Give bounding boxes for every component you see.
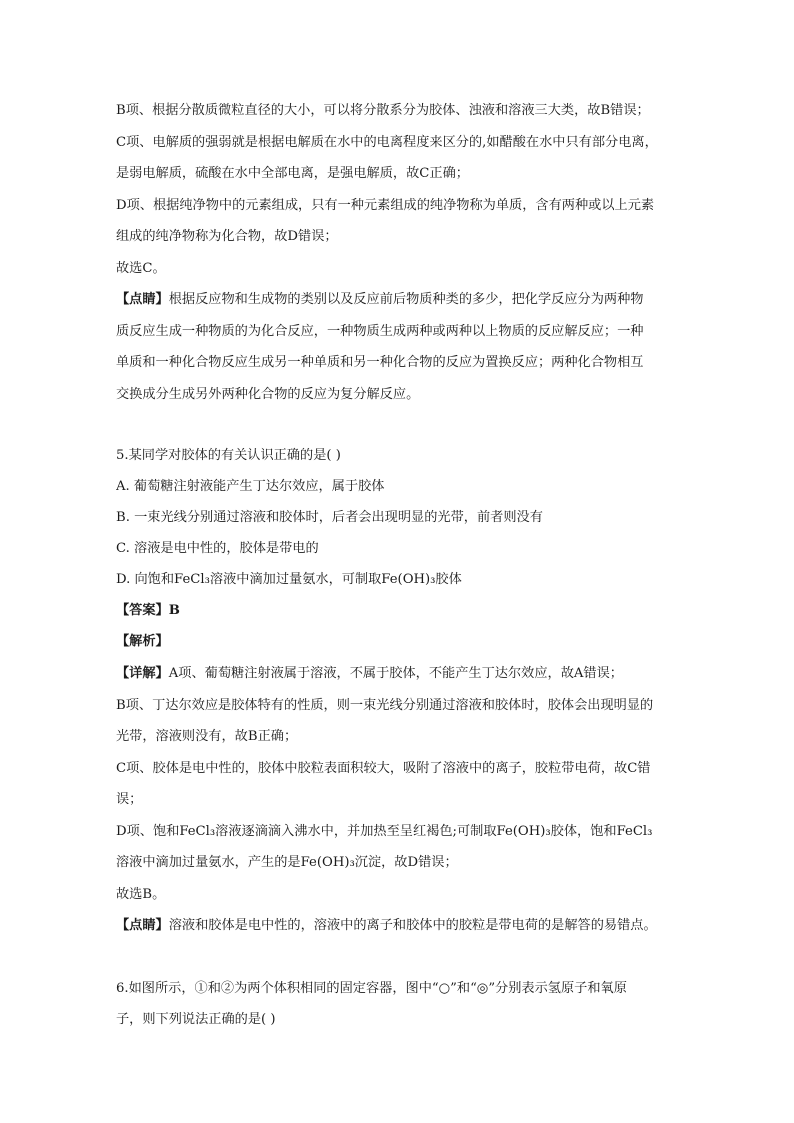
explanation-option-c-line2: 是弱电解质，硫酸在水中全部电离，是强电解质，故C正确； bbox=[116, 166, 469, 181]
detail-d-line1: D项、饱和FeCl₃溶液逐滴滴入沸水中，并加热至呈红褐色;可制取Fe(OH)₃胶体，饱和FeCl₃ bbox=[116, 824, 653, 839]
detail-b-line1: B项、丁达尔效应是胶体特有的性质，则一束光线分别通过溶液和胶体时，胶体会出现明显的 bbox=[116, 698, 654, 713]
question-stem-line1: 6.如图所示，①和②为两个体积相同的固定容器，图中“○”和“◎”分别表示氢原子和氧原 bbox=[116, 981, 627, 996]
option-d: D. 向饱和FeCl₃溶液中滴加过量氨水，可制取Fe(OH)₃胶体 bbox=[116, 572, 462, 587]
tip-text: 溶液和胶体是电中性的，溶液中的离子和胶体中的胶粒是带电荷的是解答的易错点。 bbox=[168, 918, 657, 933]
tip-line3: 单质和一种化合物反应生成另一种单质和另一种化合物的反应为置换反应；两种化合物相互 bbox=[116, 355, 644, 370]
option-a: A. 葡萄糖注射液能产生丁达尔效应，属于胶体 bbox=[116, 479, 385, 494]
tip-label: 【点睛】 bbox=[116, 292, 169, 307]
detail-a-text: A项、葡萄糖注射液属于溶液，不属于胶体，不能产生丁达尔效应，故A错误； bbox=[168, 666, 623, 681]
tip-text: 根据反应物和生成物的类别以及反应前后物质种类的多少，把化学反应分为两种物 bbox=[168, 292, 644, 307]
detail-b-line2: 光带，溶液则没有，故B正确； bbox=[116, 729, 298, 744]
option-b: B. 一束光线分别通过溶液和胶体时，后者会出现明显的光带，前者则没有 bbox=[116, 510, 543, 525]
conclusion: 故选C。 bbox=[116, 261, 166, 276]
explanation-option-d-line2: 组成的纯净物称为化合物，故D错误； bbox=[116, 229, 338, 244]
detail-d-line2: 溶液中滴加过量氨水，产生的是Fe(OH)₃沉淀，故D错误； bbox=[116, 855, 458, 870]
tip-line4: 交换成分生成另外两种化合物的反应为复分解反应。 bbox=[116, 387, 420, 402]
tip-line2: 质反应生成一种物质的为化合反应，一种物质生成两种或两种以上物质的反应解反应；一种 bbox=[116, 324, 644, 339]
explanation-option-b: B项、根据分散质微粒直径的大小，可以将分散系分为胶体、浊液和溶液三大类，故B错误； bbox=[116, 103, 650, 118]
question-stem-line2: 子，则下列说法正确的是( ) bbox=[116, 1012, 276, 1027]
explanation-option-d-line1: D项、根据纯净物中的元素组成，只有一种元素组成的纯净物称为单质，含有两种或以上元素 bbox=[116, 198, 655, 213]
analysis-heading: 【解析】 bbox=[116, 634, 169, 649]
detail-a bbox=[116, 664, 686, 684]
question-stem: 5.某同学对胶体的有关认识正确的是( ) bbox=[116, 448, 341, 463]
explanation-option-c-line1: C项、电解质的强弱就是根据电解质在水中的电离程度来区分的,如醋酸在水中只有部分电离， bbox=[116, 135, 658, 150]
tip-line1 bbox=[116, 290, 686, 310]
detail-c-line2: 误； bbox=[116, 792, 143, 807]
option-c: C. 溶液是电中性的，胶体是带电的 bbox=[116, 541, 319, 556]
answer: 【答案】B bbox=[116, 603, 180, 618]
detail-c-line1: C项、胶体是电中性的，胶体中胶粒表面积较大，吸附了溶液中的离子，胶粒带电荷，故C错 bbox=[116, 761, 651, 776]
detail-label: 【详解】 bbox=[116, 666, 169, 681]
tip-label: 【点睛】 bbox=[116, 918, 169, 933]
conclusion: 故选B。 bbox=[116, 887, 166, 902]
tip bbox=[116, 916, 686, 936]
